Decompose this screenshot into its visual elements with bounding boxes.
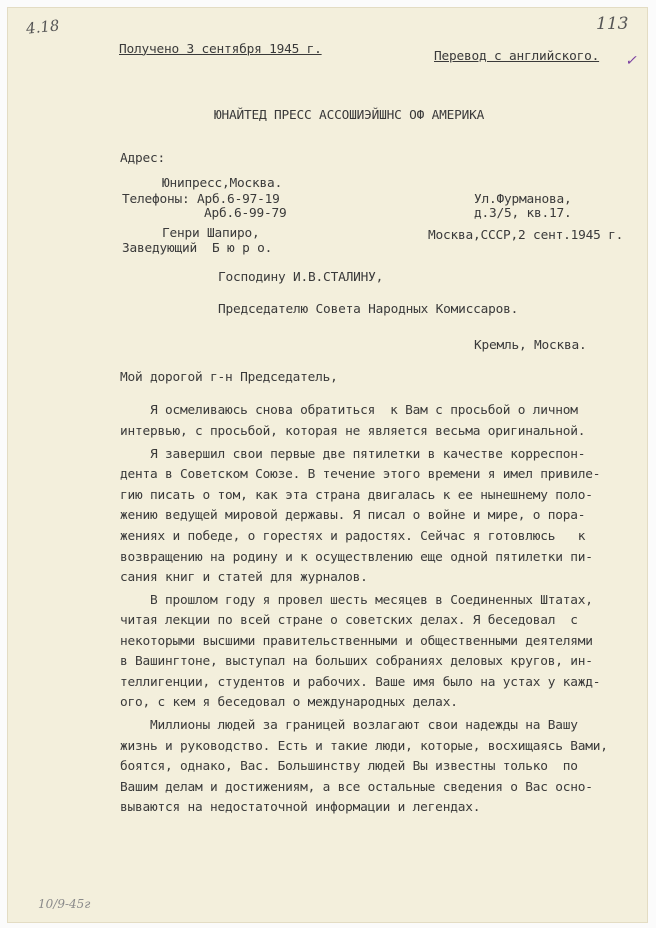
salutation: Мой дорогой г-н Председатель,	[120, 370, 338, 385]
body-line: Вашим делам и достижениям, а все остальные сведения о Вас осно-	[120, 780, 593, 795]
body-line: Миллионы людей за границей возлагают свои надежды на Вашу	[120, 718, 578, 733]
body-line: В прошлом году я провел шесть месяцев в Соединенных Штатах,	[120, 593, 593, 608]
handwritten-bottom-note: 10/9-45г	[38, 897, 91, 911]
body-line: некоторыми высшими правительственными и общественными деятелями	[120, 634, 593, 649]
recipient-line-2: Председателю Совета Народных Комиссаров.	[218, 302, 519, 317]
body-line: Я завершил свои первые две пятилетки в качестве корреспон-	[120, 447, 586, 462]
body-line: жизнь и руководство. Есть и такие люди, которые, восхищаясь Вами,	[120, 739, 608, 754]
body-line: теллигенции, студентов и рабочих. Ваше имя было на устах у кажд-	[120, 675, 601, 690]
house-address: д.3/5, кв.17.	[474, 206, 572, 221]
street-address: Ул.Фурманова,	[474, 192, 572, 207]
received-stamp: Получено 3 сентября 1945 г.	[119, 42, 322, 57]
recipient-line-1: Господину И.В.СТАЛИНУ,	[218, 270, 384, 285]
body-line: в Вашингтоне, выступал на больших собраниях деловых кругов, ин-	[120, 654, 593, 669]
address-label: Адрес:	[120, 151, 166, 166]
handwritten-page-number: 113	[596, 14, 629, 34]
body-line: ого, с кем я беседовал о международных делах.	[120, 695, 458, 710]
translation-note: Перевод с английского.	[434, 49, 600, 64]
body-line: возвращению на родину и к осуществлению еще одной пятилетки пи-	[120, 550, 593, 565]
body-line: дента в Советском Союзе. В течение этого времени я имел привиле-	[120, 467, 601, 482]
organization-title: ЮНАЙТЕД ПРЕСС АССОШИЭЙШНС ОФ АМЕРИКА	[214, 108, 485, 123]
body-line: читая лекции по всей стране о советских делах. Я беседовал с	[120, 613, 578, 628]
sender-name: Генри Шапиро,	[162, 226, 260, 241]
handwritten-check-mark: ✓	[625, 53, 637, 69]
city-date: Москва,СССР,2 сент.1945 г.	[428, 228, 624, 243]
body-line: вываются на недостаточной информации и легендах.	[120, 800, 481, 815]
body-line: сания книг и статей для журналов.	[120, 570, 368, 585]
handwritten-corner-number: 4.18	[25, 16, 61, 38]
body-line: боятся, однако, Вас. Большинству людей Вы известны только по	[120, 759, 578, 774]
phone-second: Арб.6-99-79	[204, 206, 287, 221]
body-line: гию писать о том, как эта страна двигалась к ее нынешнему поло-	[120, 488, 593, 503]
body-line: жениях и победе, о горестях и радостях. Сейчас я готовлюсь к	[120, 529, 586, 544]
phones-line: Телефоны: Арб.6-97-19	[122, 192, 280, 207]
recipient-line-3: Кремль, Москва.	[474, 338, 587, 353]
body-line: жению ведущей мировой державы. Я писал о войне и мире, о пора-	[120, 508, 586, 523]
body-line: интервью, с просьбой, которая не является весьма оригинальной.	[120, 424, 586, 439]
sender-title: Заведующий Б ю р о.	[122, 241, 273, 256]
body-line: Я осмеливаюсь снова обратиться к Вам с просьбой о личном	[120, 403, 578, 418]
telegraph-address: Юнипресс,Москва.	[162, 176, 283, 191]
